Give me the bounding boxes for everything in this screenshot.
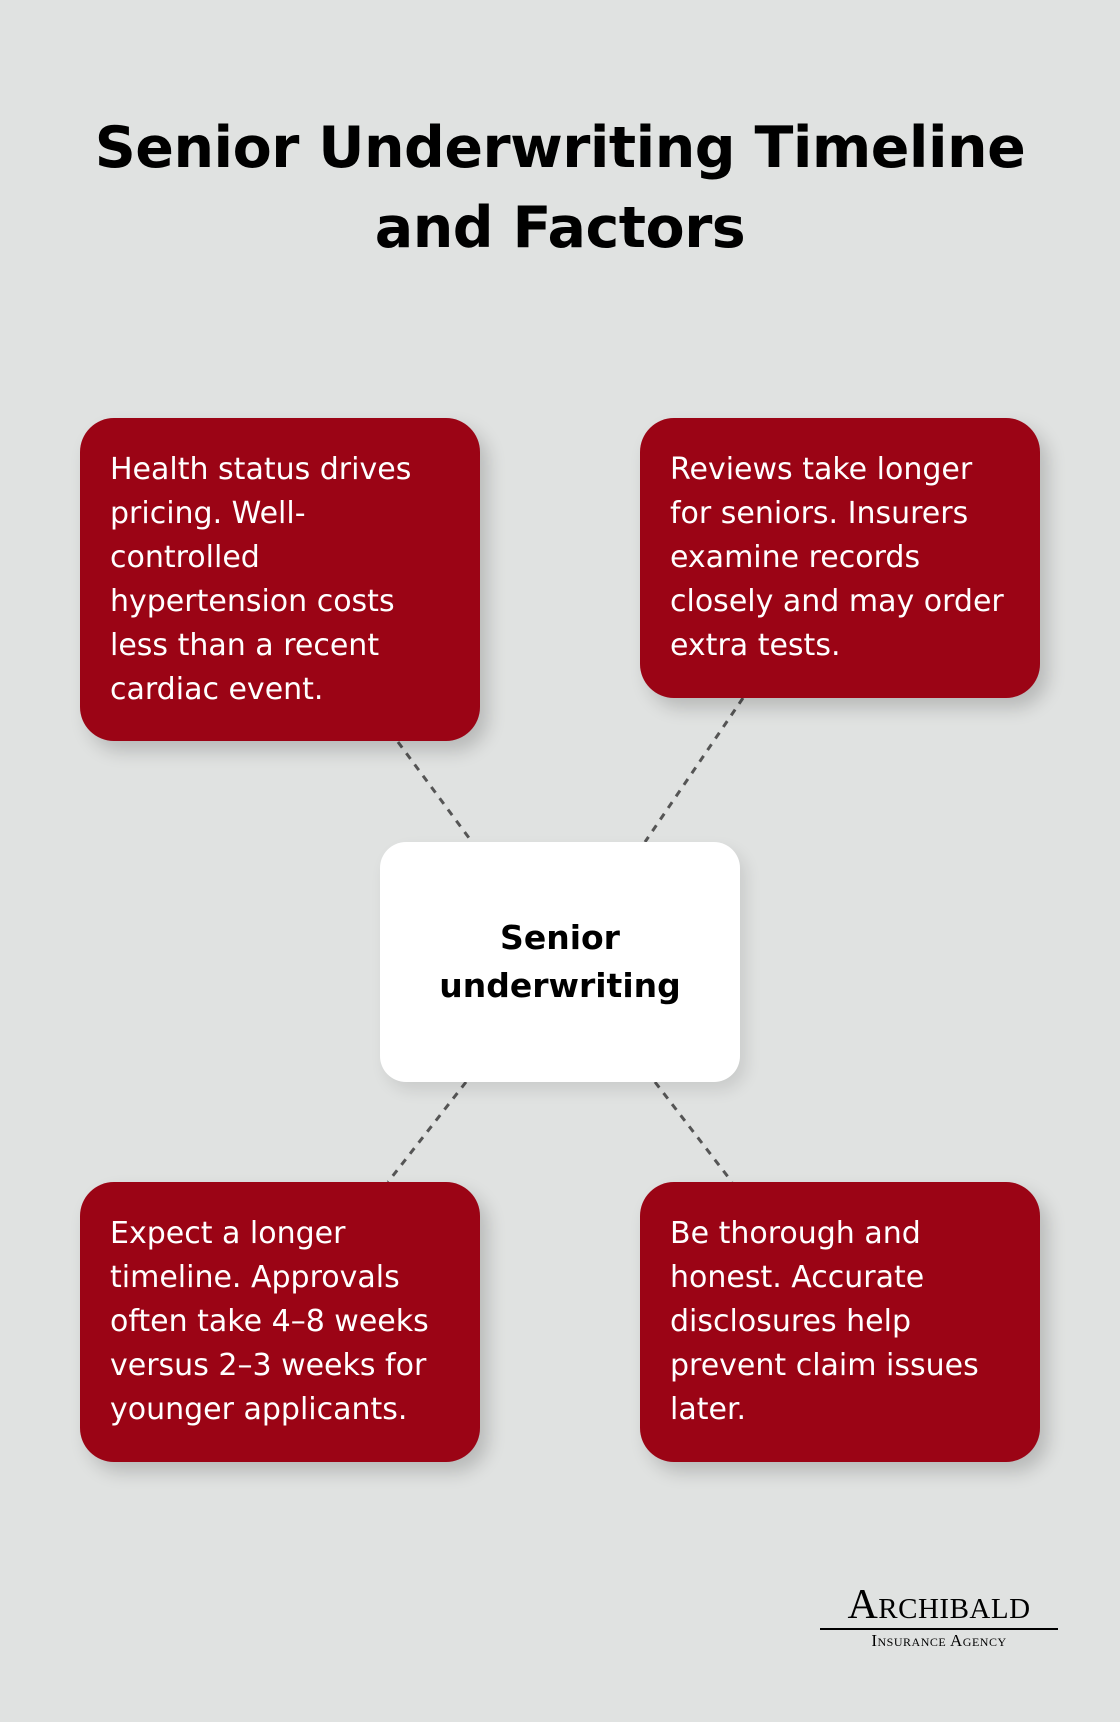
factor-card-text: Health status drives pricing. Well-controlled hypertension costs less than a recent cardiac event.: [110, 452, 412, 707]
title-line-1: Senior Underwriting Timeline: [94, 115, 1026, 181]
factor-card-health-status: [80, 418, 480, 741]
center-node: [380, 842, 740, 1082]
connector-bottom-left: [388, 1082, 466, 1182]
title-line-2: and Factors: [374, 195, 746, 261]
factor-card-reviews: [640, 418, 1040, 698]
factor-card-honesty: [640, 1182, 1040, 1462]
factor-card-text: Reviews take longer for seniors. Insurers examine records closely and may order extra tests.: [670, 452, 1004, 663]
brand-logo-tagline: Insurance Agency: [871, 1631, 1007, 1650]
factor-card-text: Be thorough and honest. Accurate disclosures help prevent claim issues later.: [670, 1216, 979, 1427]
connector-top-right: [645, 698, 743, 842]
connector-bottom-right: [655, 1082, 732, 1182]
center-node-label: Senior underwriting: [439, 918, 681, 1005]
brand-logo: [818, 1582, 1060, 1662]
factor-card-timeline: [80, 1182, 480, 1462]
connector-top-left: [398, 742, 472, 842]
factor-card-text: Expect a longer timeline. Approvals often take 4–8 weeks versus 2–3 weeks for younger applicants.: [110, 1216, 429, 1427]
brand-logo-name: Archibald: [847, 1582, 1031, 1628]
